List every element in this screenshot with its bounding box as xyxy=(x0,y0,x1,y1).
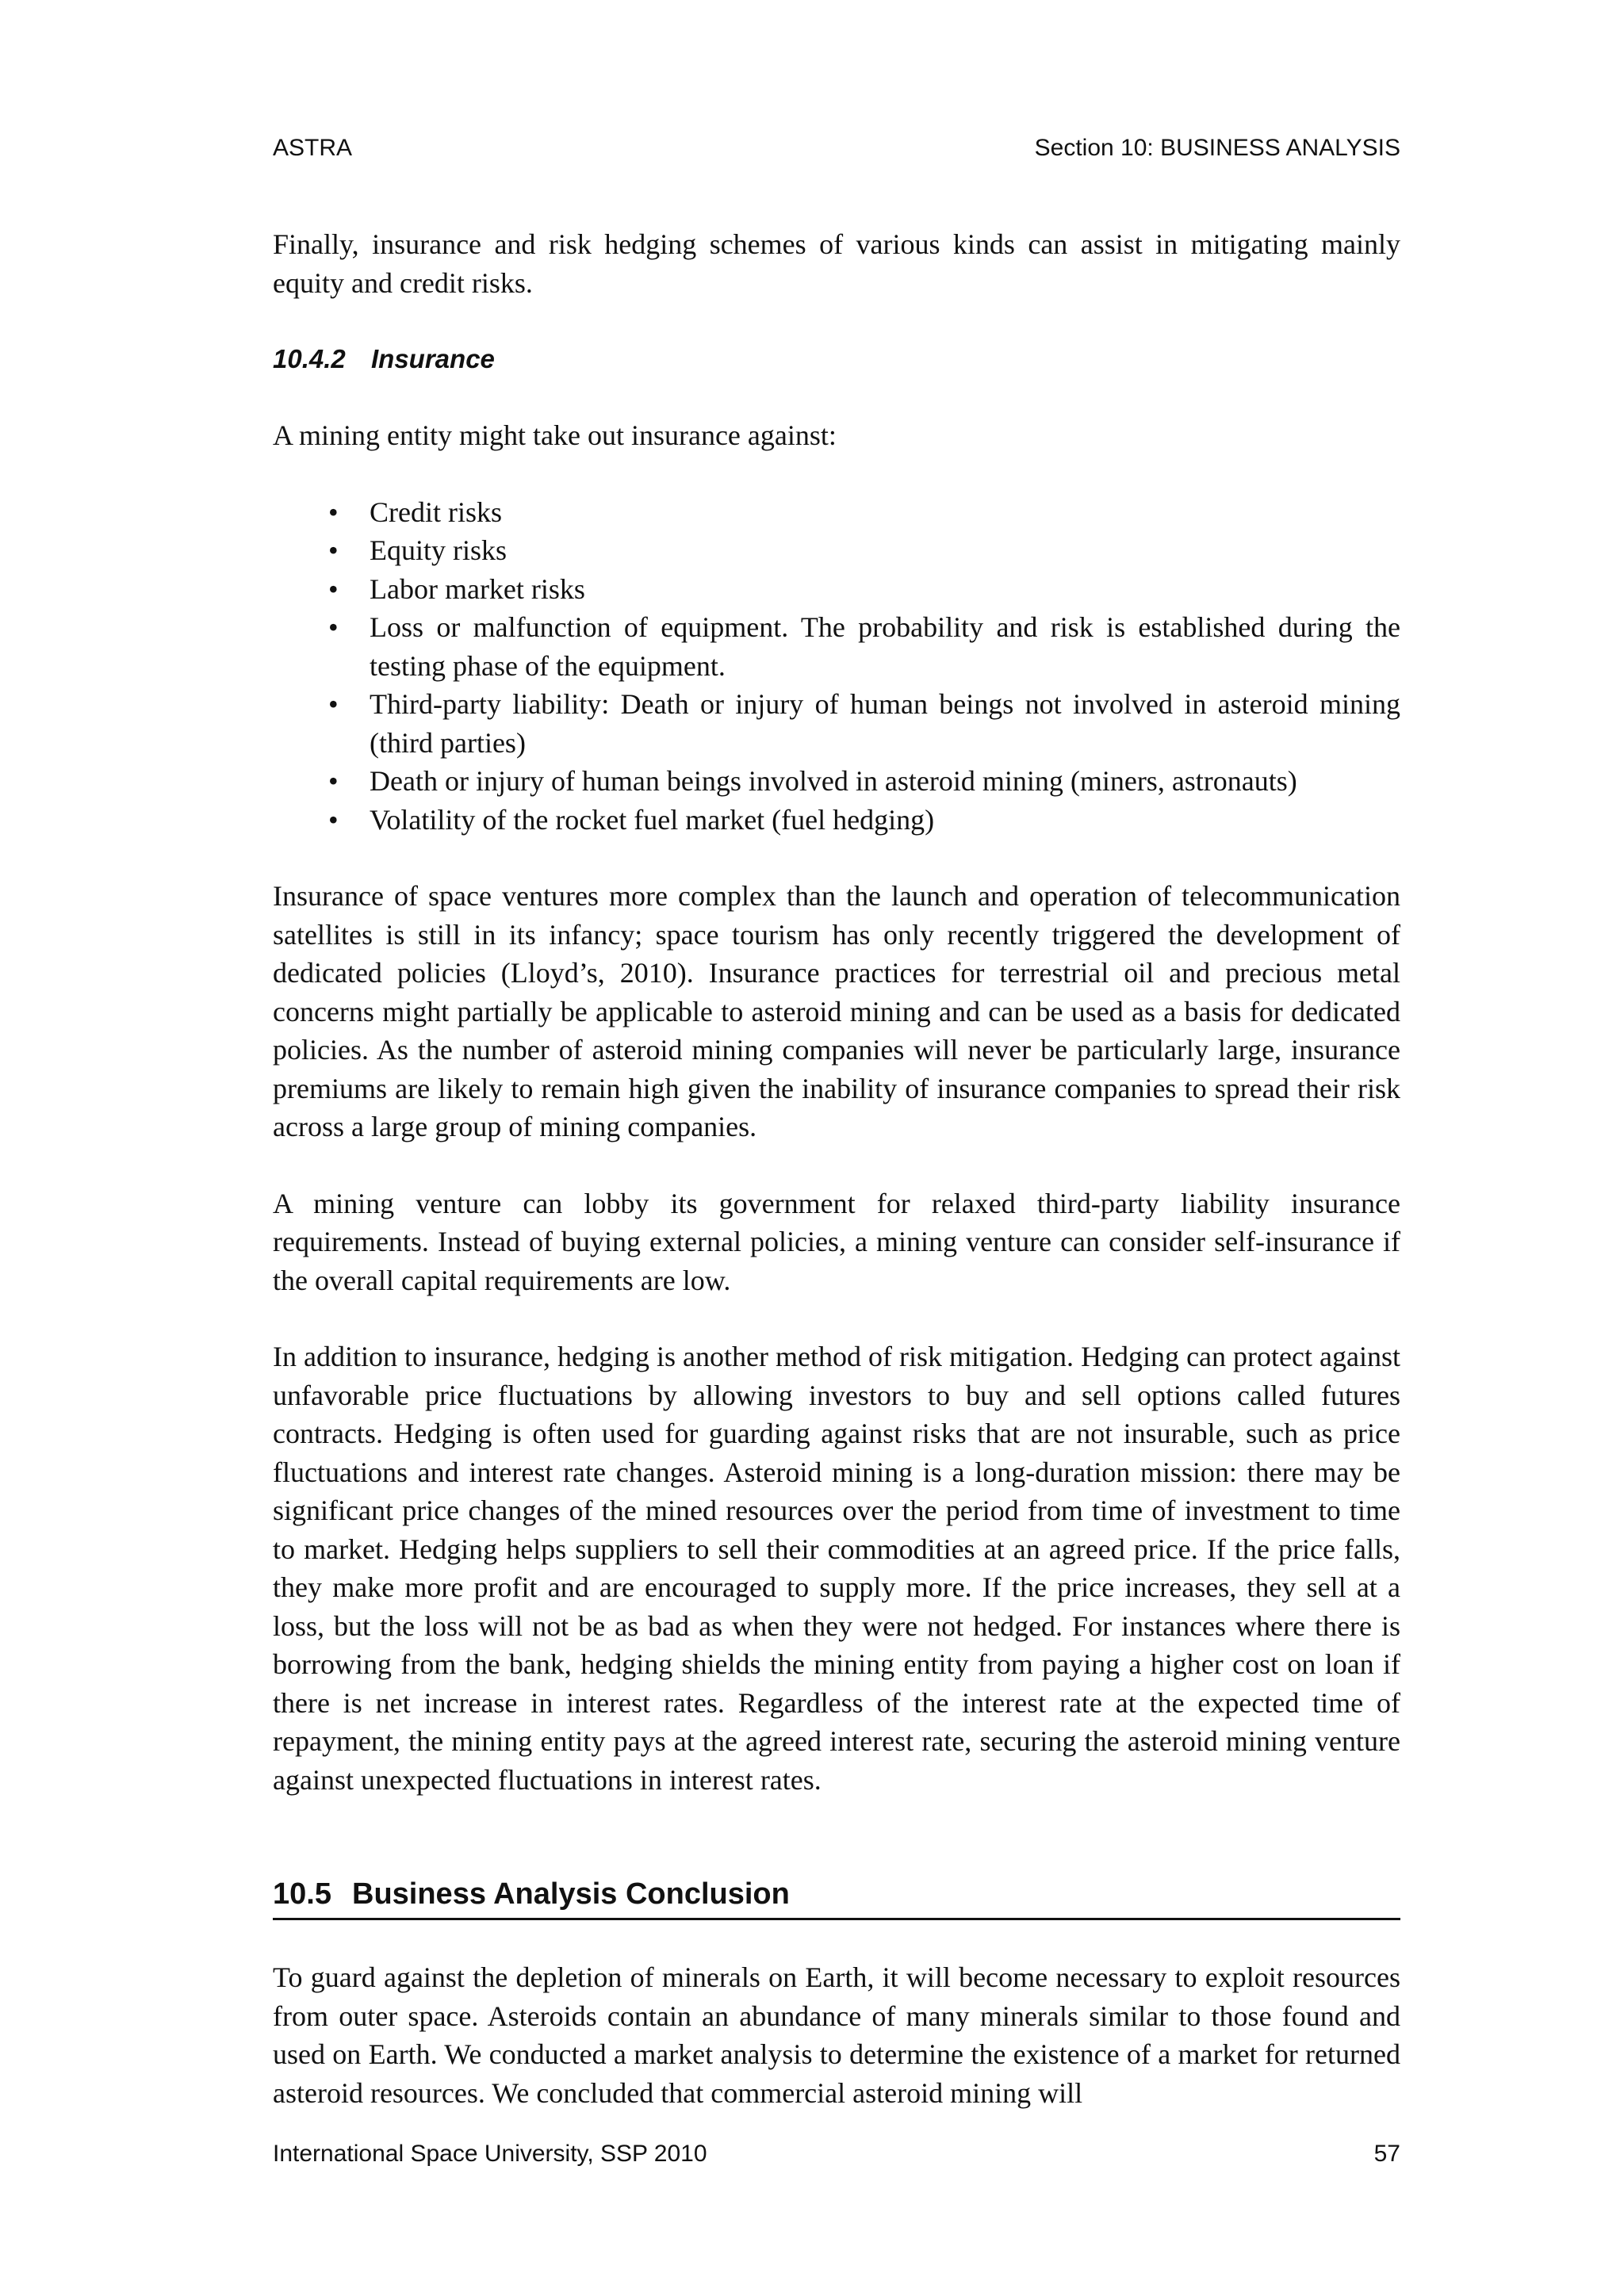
running-footer xyxy=(273,2141,1400,2172)
header-report-name: ASTRA xyxy=(273,135,353,161)
bullet-icon: • xyxy=(328,803,339,836)
intro-paragraph: Finally, insurance and risk hedging schemes of various kinds can assist in mitigating mainly equity and credit risks. xyxy=(273,228,1400,299)
bullet-icon: • xyxy=(328,765,339,797)
bullet-icon: • xyxy=(328,496,339,528)
running-header xyxy=(273,135,1400,166)
list-item-text: Death or injury of human beings involved in asteroid mining (miners, astronauts) xyxy=(370,765,1297,797)
lobby-government-paragraph: A mining venture can lobby its government for relaxed third-party liability insurance requirements. Instead of buying external policies, a mining venture can consider self-insurance if the overall capital requirements are low. xyxy=(273,1187,1400,1296)
list-item xyxy=(273,762,1400,801)
insurance-space-ventures-paragraph: Insurance of space ventures more complex than the launch and operation of telecommunication satellites is still in its infancy; space tourism has only recently triggered the development of dedicated policies (Lloyd’s, 2010). Insurance practices for terrestrial oil and precious metal concerns might partially be applicable to asteroid mining and can be used as a basis for dedicated policies. As the number of asteroid mining companies will never be particularly large, insurance premiums are likely to remain high given the inability of insurance companies to spread their risk across a large group of mining companies. xyxy=(273,880,1400,1142)
footer-institution: International Space University, SSP 2010 xyxy=(273,2141,707,2167)
list-item xyxy=(273,801,1400,840)
list-item-text: Volatility of the rocket fuel market (fuel hedging) xyxy=(370,803,935,836)
insurance-risk-list xyxy=(273,493,1400,840)
insurance-lead-paragraph: A mining entity might take out insurance against: xyxy=(273,419,837,451)
page-body xyxy=(273,225,1400,2112)
section-number: 10.5 xyxy=(273,1877,331,1911)
header-section-title: Section 10: BUSINESS ANALYSIS xyxy=(1034,135,1400,161)
list-item-text: Equity risks xyxy=(370,534,508,566)
list-item xyxy=(273,493,1400,532)
subsection-number: 10.4.2 xyxy=(273,344,346,373)
list-item xyxy=(273,570,1400,609)
bullet-icon: • xyxy=(328,611,339,643)
section-title: Business Analysis Conclusion xyxy=(352,1877,790,1911)
list-item xyxy=(273,531,1400,570)
subsection-title: Insurance xyxy=(371,344,495,373)
list-item-text: Loss or malfunction of equipment. The probability and risk is established during the testing phase of the equipment. xyxy=(370,611,1400,682)
bullet-icon: • xyxy=(328,688,339,720)
bullet-icon: • xyxy=(328,534,339,566)
list-item-text: Third-party liability: Death or injury of human beings not involved in asteroid mining (third parties) xyxy=(370,688,1400,759)
list-item xyxy=(273,685,1400,762)
bullet-icon: • xyxy=(328,572,339,605)
section-heading xyxy=(273,1875,1400,1920)
list-item xyxy=(273,608,1400,685)
page-number: 57 xyxy=(1373,2141,1400,2167)
subsection-heading xyxy=(273,340,1400,378)
list-item-text: Labor market risks xyxy=(370,572,585,605)
list-item-text: Credit risks xyxy=(370,496,502,528)
conclusion-paragraph: To guard against the depletion of minerals on Earth, it will become necessary to exploit resources from outer space. Asteroids contain an abundance of many minerals similar to those found and used on Earth. We conducted a market analysis to determine the existence of a market for returned asteroid resources. We concluded that commercial asteroid mining will xyxy=(273,1961,1400,2109)
hedging-paragraph: In addition to insurance, hedging is another method of risk mitigation. Hedging can protect against unfavorable price fluctuations by allowing investors to buy and sell options called futures contracts. Hedging is often used for guarding against risks that are not insurable, such as price fluctuations and interest rate changes. Asteroid mining is a long-duration mission: there may be significant price changes of the mined resources over the period from time of investment to time to market. Hedging helps suppliers to sell their commodities at an agreed price. If the price falls, they make more profit and are encouraged to supply more. If the price increases, they sell at a loss, but the loss will not be as bad as when they were not hedged. For instances where there is borrowing from the bank, hedging shields the mining entity from paying a higher cost on loan if there is net increase in interest rates. Regardless of the interest rate at the expected time of repayment, the mining entity pays at the agreed interest rate, securing the asteroid mining venture against unexpected fluctuations in interest rates. xyxy=(273,1341,1400,1796)
